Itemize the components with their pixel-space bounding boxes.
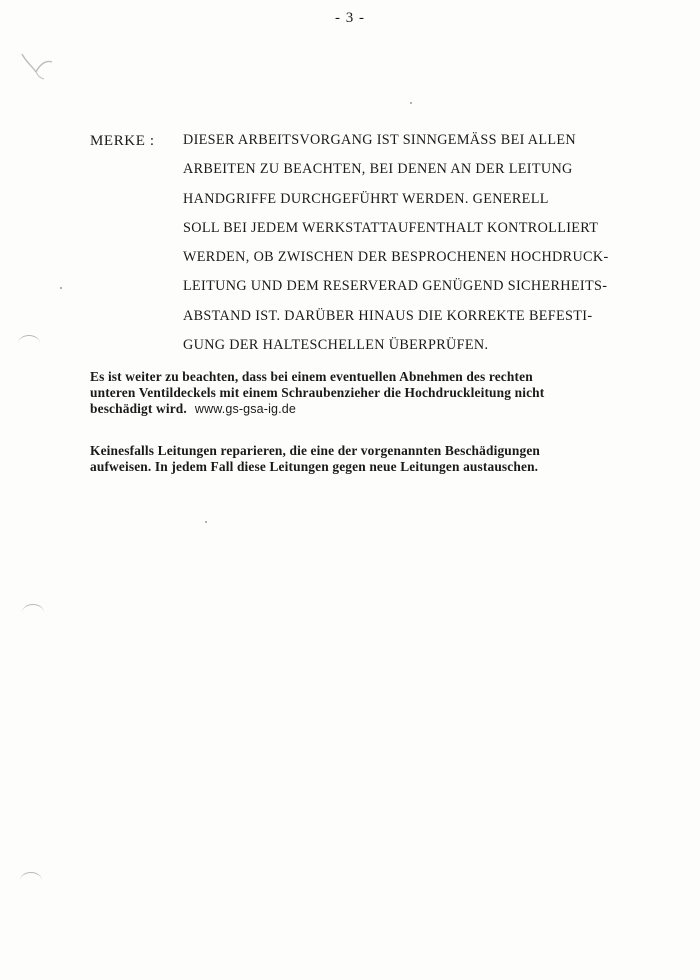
page-number: - 3 - (335, 10, 365, 26)
merke-line: SOLL BEI JEDEM WERKSTATTAUFENTHALT KONTROLLIERT (183, 219, 599, 236)
paragraph-line: Es ist weiter zu beachten, dass bei einem eventuellen Abnehmen des rechten (90, 369, 533, 384)
paragraph-line: aufweisen. In jedem Fall diese Leitungen gegen neue Leitungen austauschen. (90, 459, 539, 474)
merke-notice (183, 126, 663, 360)
scan-speck-icon (60, 287, 62, 289)
paragraph-line-text: beschädigt wird. (90, 401, 187, 416)
merke-line: LEITUNG UND DEM RESERVERAD GENÜGEND SICHERHEITS- (183, 278, 608, 295)
paragraph-line: Keinesfalls Leitungen reparieren, die eine der vorgenannten Beschädigungen (90, 443, 541, 458)
scan-mark-icon (18, 52, 54, 80)
paragraph-ventildeckel (90, 369, 544, 417)
merke-line: ARBEITEN ZU BEACHTEN, BEI DENEN AN DER LEITUNG (183, 161, 573, 178)
merke-label: MERKE : (90, 133, 155, 149)
merke-line: ABSTAND IST. DARÜBER HINAUS DIE KORREKTE BEFESTI- (183, 307, 593, 324)
punch-hole-mark-icon (22, 604, 44, 621)
paragraph-line (90, 401, 544, 417)
paragraph-leitungen (90, 443, 540, 475)
merke-line: GUNG DER HALTESCHELLEN ÜBERPRÜFEN. (183, 337, 489, 354)
merke-line: HANDGRIFFE DURCHGEFÜHRT WERDEN. GENERELL (183, 190, 549, 207)
paragraph-line: unteren Ventildeckels mit einem Schraubenzieher die Hochdruckleitung nicht (90, 385, 545, 400)
scan-speck-icon (205, 521, 207, 523)
merke-line: WERDEN, OB ZWISCHEN DER BESPROCHENEN HOCHDRUCK- (183, 249, 609, 266)
merke-line: DIESER ARBEITSVORGANG IST SINNGEMÄSS BEI ALLEN (183, 132, 577, 148)
scan-speck-icon (410, 102, 412, 104)
punch-hole-mark-icon (18, 335, 40, 352)
punch-hole-mark-icon (20, 872, 42, 889)
website-url: www.gs-gsa-ig.de (194, 402, 296, 416)
